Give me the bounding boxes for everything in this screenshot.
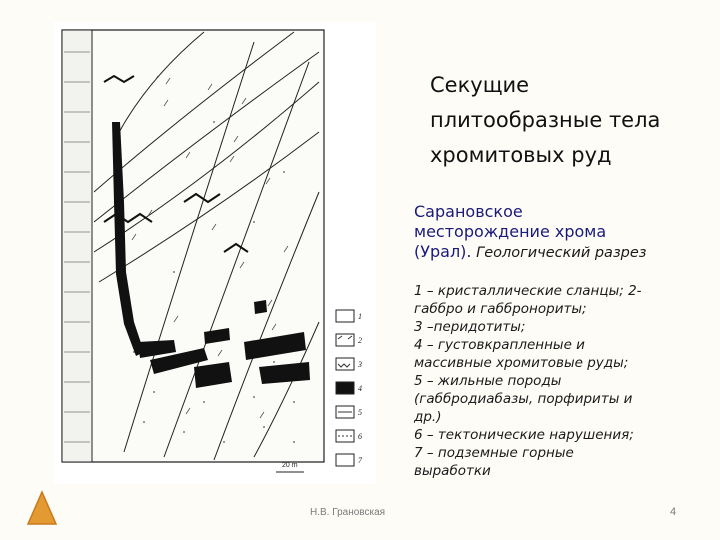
page-number: 4 (670, 506, 677, 518)
legend-line: др.) (414, 409, 442, 425)
subtitle-line-3 (414, 242, 704, 263)
title-line-2: плитообразные тела (430, 108, 661, 132)
subtitle-section-type: Геологический разрез (471, 245, 647, 261)
schist-strip (62, 30, 92, 462)
figure-legend-num-4: 4 (358, 384, 362, 393)
figure-legend-num-6: 6 (358, 432, 362, 441)
scale-label: 20 m (282, 462, 298, 469)
legend-line: 1 – кристаллические сланцы; 2- (414, 283, 642, 299)
deposit-subtitle (414, 202, 704, 263)
subtitle-line-2: месторождение хрома (414, 222, 607, 241)
legend-line: 5 – жильные породы (414, 373, 562, 389)
slide-title (430, 68, 700, 173)
figure-legend-num-3: 3 (358, 360, 362, 369)
legend-line: 3 –перидотиты; (414, 319, 526, 335)
triangle-icon[interactable] (26, 490, 58, 526)
figure-legend-num-1: 1 (358, 312, 362, 321)
author-name: Н.В. Грановская (310, 507, 386, 518)
figure-legend-num-5: 5 (358, 408, 362, 417)
legend-line: (габбродиабазы, порфириты и (414, 391, 633, 407)
legend-line: габбро и габбронориты; (414, 301, 587, 317)
geological-section-figure (54, 22, 376, 484)
section-drawing (54, 22, 376, 484)
legend-line: массивные хромитовые руды; (414, 355, 629, 371)
title-line-1: Секущие (430, 73, 530, 97)
legend-line: 4 – густовкрапленные и (414, 337, 585, 353)
legend-line: 6 – тектонические нарушения; (414, 427, 634, 443)
legend-line: 7 – подземные горные (414, 445, 574, 461)
legend-description (414, 282, 686, 480)
subtitle-line-1: Сарановское (414, 202, 523, 221)
title-line-3: хромитовых руд (430, 143, 612, 167)
figure-legend-num-2: 2 (358, 336, 362, 345)
figure-legend-num-7: 7 (358, 456, 362, 465)
legend-line: выработки (414, 463, 491, 479)
subtitle-region: (Урал). (414, 242, 472, 261)
